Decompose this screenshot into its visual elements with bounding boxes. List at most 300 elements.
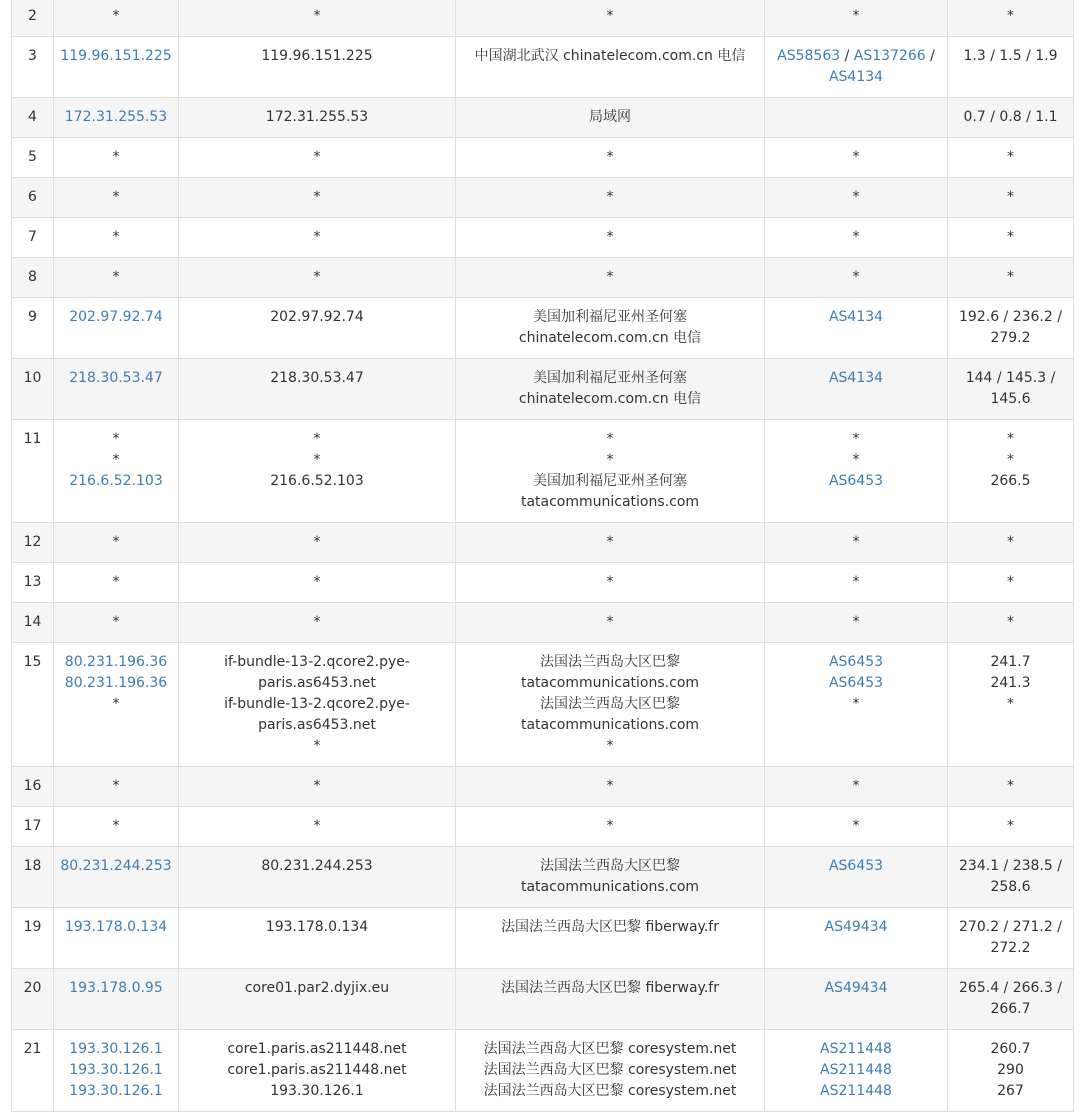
hostname-cell: [179, 138, 456, 178]
ip-address-link: *: [112, 818, 120, 834]
latency-cell: [948, 908, 1074, 969]
location-text: 美国加利福尼亚州圣何塞: [533, 370, 687, 386]
hostname-cell: [179, 37, 456, 98]
hop-number: 2: [28, 8, 37, 24]
hop-row: [12, 969, 1074, 1030]
location-text: *: [606, 534, 614, 550]
asn-line: [771, 1081, 941, 1102]
location-text: tatacommunications.com: [520, 675, 700, 691]
hop-number-cell: [12, 218, 54, 258]
asn-cell: [765, 1030, 948, 1112]
hostname-text: if-bundle-13-2.qcore2.pye-: [224, 654, 410, 670]
latency-cell: [948, 420, 1074, 523]
location-text: *: [606, 614, 614, 630]
asn-cell: [765, 218, 948, 258]
hop-number: 21: [23, 1041, 42, 1057]
location-cell: [456, 258, 765, 298]
hostname-text: *: [313, 8, 321, 24]
ip-address-link: *: [112, 149, 120, 165]
hostname-text: 172.31.255.53: [265, 109, 369, 125]
ip-address-link[interactable]: 80.231.244.253: [60, 858, 172, 874]
asn-line: [771, 612, 941, 633]
latency-cell: [948, 847, 1074, 908]
hop-row: [12, 563, 1074, 603]
latency-text: 145.6: [990, 391, 1031, 407]
hostname-text: paris.as6453.net: [258, 675, 376, 691]
asn-placeholder: *: [852, 189, 860, 205]
asn-line: [771, 1060, 941, 1081]
asn-cell: [765, 359, 948, 420]
asn-link[interactable]: AS49434: [824, 980, 888, 996]
ip-address-link[interactable]: 119.96.151.225: [60, 48, 172, 64]
ip-cell: [54, 563, 179, 603]
hop-number-cell: [12, 1030, 54, 1112]
location-text: *: [606, 189, 614, 205]
hostname-text: *: [313, 534, 321, 550]
location-text: *: [606, 431, 614, 447]
asn-link[interactable]: AS6453: [828, 675, 884, 691]
ip-address-link: *: [112, 614, 120, 630]
asn-line: [771, 816, 941, 837]
hop-row: [12, 298, 1074, 359]
hostname-text: *: [313, 818, 321, 834]
hop-number: 18: [23, 858, 42, 874]
asn-placeholder: *: [852, 534, 860, 550]
location-text: 法国法兰西岛大区巴黎 coresystem.net: [483, 1062, 737, 1078]
asn-separator: /: [925, 48, 935, 64]
latency-text: *: [1007, 696, 1014, 712]
asn-line: [771, 67, 941, 88]
asn-cell: [765, 767, 948, 807]
asn-line: [771, 6, 941, 27]
hop-row: [12, 420, 1074, 523]
hostname-text: 193.178.0.134: [265, 919, 369, 935]
latency-text: 1.3 / 1.5 / 1.9: [963, 48, 1058, 64]
asn-cell: [765, 807, 948, 847]
hop-number: 19: [23, 919, 42, 935]
hostname-cell: [179, 969, 456, 1030]
location-cell: [456, 298, 765, 359]
location-text: *: [606, 574, 614, 590]
hostname-text: core01.par2.dyjix.eu: [244, 980, 390, 996]
location-text: tatacommunications.com: [520, 717, 700, 733]
ip-address-link[interactable]: 216.6.52.103: [69, 473, 163, 489]
hop-number-cell: [12, 969, 54, 1030]
hop-number-cell: [12, 563, 54, 603]
asn-line: [771, 147, 941, 168]
hop-row: [12, 258, 1074, 298]
latency-text: 0.7 / 0.8 / 1.1: [963, 109, 1058, 125]
hostname-text: 119.96.151.225: [261, 48, 373, 64]
latency-text: *: [1007, 818, 1014, 834]
hostname-text: 216.6.52.103: [270, 473, 364, 489]
hop-number: 7: [28, 229, 37, 245]
asn-cell: [765, 603, 948, 643]
hostname-cell: [179, 767, 456, 807]
location-text: *: [606, 269, 614, 285]
location-cell: [456, 218, 765, 258]
location-cell: [456, 563, 765, 603]
latency-cell: [948, 969, 1074, 1030]
location-text: 美国加利福尼亚州圣何塞: [533, 309, 687, 325]
asn-line: [771, 46, 941, 67]
hostname-cell: [179, 563, 456, 603]
ip-address-link[interactable]: 172.31.255.53: [64, 109, 168, 125]
latency-text: 241.3: [990, 675, 1031, 691]
ip-cell: [54, 908, 179, 969]
ip-address-link[interactable]: 193.30.126.1: [69, 1041, 163, 1057]
asn-link[interactable]: AS4134: [828, 370, 884, 386]
location-text: *: [606, 778, 614, 794]
latency-text: 279.2: [990, 330, 1031, 346]
location-text: 美国加利福尼亚州圣何塞: [533, 473, 687, 489]
ip-address-link[interactable]: 80.231.196.36: [64, 654, 168, 670]
hop-number-cell: [12, 807, 54, 847]
hop-number-cell: [12, 138, 54, 178]
asn-link[interactable]: AS4134: [828, 309, 884, 325]
latency-text: *: [1007, 778, 1014, 794]
asn-line: [771, 368, 941, 389]
hop-row: [12, 847, 1074, 908]
asn-line: [771, 917, 941, 938]
hop-number-cell: [12, 523, 54, 563]
ip-address-link[interactable]: 80.231.196.36: [64, 675, 168, 691]
hostname-text: *: [313, 269, 321, 285]
hop-number: 9: [28, 309, 37, 325]
asn-link[interactable]: AS6453: [828, 858, 884, 874]
hop-number-cell: [12, 908, 54, 969]
location-cell: [456, 767, 765, 807]
latency-cell: [948, 603, 1074, 643]
asn-line: [771, 652, 941, 673]
location-text: 法国法兰西岛大区巴黎 fiberway.fr: [501, 980, 719, 996]
hop-number: 6: [28, 189, 37, 205]
ip-address-link[interactable]: 193.30.126.1: [69, 1083, 163, 1099]
hop-number: 13: [23, 574, 42, 590]
hostname-cell: [179, 908, 456, 969]
asn-placeholder: *: [852, 8, 860, 24]
latency-text: *: [1007, 229, 1014, 245]
location-cell: [456, 0, 765, 37]
hostname-cell: [179, 298, 456, 359]
ip-address-link: *: [112, 574, 120, 590]
asn-cell: [765, 643, 948, 767]
location-text: 法国法兰西岛大区巴黎: [540, 654, 680, 670]
hostname-text: paris.as6453.net: [258, 717, 376, 733]
asn-placeholder: *: [852, 818, 860, 834]
ip-cell: [54, 420, 179, 523]
asn-link[interactable]: AS211448: [820, 1083, 892, 1099]
hostname-text: *: [313, 452, 321, 468]
location-cell: [456, 98, 765, 138]
hop-number: 15: [23, 654, 42, 670]
asn-link[interactable]: AS211448: [820, 1041, 892, 1057]
latency-cell: [948, 298, 1074, 359]
hop-number-cell: [12, 298, 54, 359]
location-cell: [456, 1030, 765, 1112]
latency-text: 258.6: [990, 879, 1031, 895]
location-cell: [456, 969, 765, 1030]
latency-cell: [948, 563, 1074, 603]
latency-cell: [948, 178, 1074, 218]
latency-cell: [948, 523, 1074, 563]
location-text: 法国法兰西岛大区巴黎 coresystem.net: [483, 1041, 737, 1057]
asn-link[interactable]: AS6453: [828, 654, 884, 670]
asn-link[interactable]: AS4134: [828, 69, 884, 85]
ip-cell: [54, 523, 179, 563]
latency-text: 241.7: [990, 654, 1031, 670]
hostname-text: *: [313, 614, 321, 630]
asn-placeholder: *: [852, 614, 860, 630]
ip-address-link[interactable]: 193.178.0.95: [69, 980, 163, 996]
latency-text: *: [1007, 431, 1014, 447]
latency-text: *: [1007, 149, 1014, 165]
asn-line: [771, 978, 941, 999]
hop-row: [12, 218, 1074, 258]
latency-text: 267: [997, 1083, 1024, 1099]
asn-placeholder: *: [852, 778, 860, 794]
asn-placeholder: *: [852, 452, 860, 468]
asn-cell: [765, 969, 948, 1030]
hostname-cell: [179, 218, 456, 258]
latency-text: 290: [997, 1062, 1024, 1078]
location-text: 法国法兰西岛大区巴黎 fiberway.fr: [501, 919, 719, 935]
location-text: 中国湖北武汉 chinatelecom.com.cn 电信: [474, 48, 746, 64]
hop-number-cell: [12, 359, 54, 420]
hostname-cell: [179, 643, 456, 767]
asn-line: [771, 450, 941, 471]
location-cell: [456, 420, 765, 523]
latency-cell: [948, 767, 1074, 807]
asn-cell: [765, 178, 948, 218]
latency-text: *: [1007, 189, 1014, 205]
hop-number: 20: [23, 980, 42, 996]
hop-row: [12, 767, 1074, 807]
hop-number-cell: [12, 98, 54, 138]
location-cell: [456, 37, 765, 98]
location-text: chinatelecom.com.cn 电信: [518, 391, 702, 407]
latency-cell: [948, 1030, 1074, 1112]
hop-row: [12, 37, 1074, 98]
location-cell: [456, 807, 765, 847]
hostname-cell: [179, 523, 456, 563]
location-text: 法国法兰西岛大区巴黎: [540, 696, 680, 712]
location-text: 法国法兰西岛大区巴黎: [540, 858, 680, 874]
hop-number-cell: [12, 37, 54, 98]
latency-cell: [948, 138, 1074, 178]
hop-row: [12, 138, 1074, 178]
asn-line: [771, 673, 941, 694]
asn-line: [771, 307, 941, 328]
latency-cell: [948, 807, 1074, 847]
location-text: tatacommunications.com: [520, 879, 700, 895]
ip-cell: [54, 258, 179, 298]
hostname-text: *: [313, 778, 321, 794]
ip-cell: [54, 847, 179, 908]
asn-link[interactable]: AS6453: [828, 473, 884, 489]
location-text: *: [606, 738, 614, 754]
hop-number: 11: [23, 431, 42, 447]
ip-address-link: *: [112, 189, 120, 205]
asn-line: [771, 532, 941, 553]
ip-address-link: *: [112, 696, 120, 712]
location-cell: [456, 643, 765, 767]
ip-cell: [54, 359, 179, 420]
hop-row: [12, 603, 1074, 643]
hostname-text: *: [313, 738, 321, 754]
location-cell: [456, 908, 765, 969]
asn-cell: [765, 258, 948, 298]
ip-address-link[interactable]: 202.97.92.74: [69, 309, 163, 325]
hop-row: [12, 807, 1074, 847]
hop-number: 14: [23, 614, 42, 630]
latency-text: 270.2 / 271.2 /: [959, 919, 1062, 935]
asn-placeholder: *: [852, 269, 860, 285]
location-cell: [456, 138, 765, 178]
latency-cell: [948, 258, 1074, 298]
hop-number-cell: [12, 420, 54, 523]
ip-address-link: *: [112, 452, 120, 468]
traceroute-table-body: [12, 0, 1074, 1112]
asn-cell: [765, 138, 948, 178]
hostname-cell: [179, 0, 456, 37]
location-cell: [456, 178, 765, 218]
hop-number: 8: [28, 269, 37, 285]
ip-cell: [54, 643, 179, 767]
hostname-text: *: [313, 574, 321, 590]
hostname-text: 193.30.126.1: [270, 1083, 364, 1099]
latency-text: 192.6 / 236.2 /: [959, 309, 1062, 325]
asn-line: [771, 572, 941, 593]
asn-cell: [765, 37, 948, 98]
latency-text: 144 / 145.3 /: [965, 370, 1056, 386]
ip-address-link[interactable]: 218.30.53.47: [69, 370, 163, 386]
ip-address-link: *: [112, 269, 120, 285]
hostname-cell: [179, 98, 456, 138]
hostname-text: *: [313, 229, 321, 245]
hop-number-cell: [12, 178, 54, 218]
asn-line: [771, 429, 941, 450]
asn-line: [771, 1039, 941, 1060]
latency-cell: [948, 37, 1074, 98]
location-text: *: [606, 818, 614, 834]
hostname-cell: [179, 359, 456, 420]
latency-cell: [948, 643, 1074, 767]
asn-line: [771, 694, 941, 715]
hop-number: 10: [23, 370, 42, 386]
ip-cell: [54, 603, 179, 643]
hop-number-cell: [12, 643, 54, 767]
asn-cell: [765, 908, 948, 969]
hop-row: [12, 98, 1074, 138]
asn-cell: [765, 420, 948, 523]
asn-placeholder: *: [852, 229, 860, 245]
hop-number: 4: [28, 109, 37, 125]
ip-cell: [54, 0, 179, 37]
latency-text: *: [1007, 534, 1014, 550]
asn-line: [771, 187, 941, 208]
asn-placeholder: *: [852, 574, 860, 590]
asn-link[interactable]: AS49434: [824, 919, 888, 935]
ip-address-link: *: [112, 534, 120, 550]
location-cell: [456, 359, 765, 420]
ip-cell: [54, 1030, 179, 1112]
ip-cell: [54, 767, 179, 807]
hostname-cell: [179, 420, 456, 523]
location-cell: [456, 523, 765, 563]
latency-text: 266.7: [990, 1001, 1031, 1017]
hostname-text: *: [313, 189, 321, 205]
latency-cell: [948, 359, 1074, 420]
asn-cell: [765, 0, 948, 37]
latency-cell: [948, 0, 1074, 37]
latency-text: 234.1 / 238.5 /: [959, 858, 1062, 874]
ip-address-link: *: [112, 8, 120, 24]
ip-cell: [54, 37, 179, 98]
asn-placeholder: *: [852, 696, 860, 712]
ip-cell: [54, 138, 179, 178]
asn-link[interactable]: AS211448: [820, 1062, 892, 1078]
ip-cell: [54, 807, 179, 847]
hop-number-cell: [12, 847, 54, 908]
hop-number: 3: [28, 48, 37, 64]
asn-link[interactable]: AS137266: [853, 48, 926, 64]
latency-cell: [948, 98, 1074, 138]
latency-text: 266.5: [990, 473, 1031, 489]
hostname-text: core1.paris.as211448.net: [227, 1062, 407, 1078]
asn-cell: [765, 298, 948, 359]
latency-cell: [948, 218, 1074, 258]
hostname-cell: [179, 603, 456, 643]
asn-line: [771, 267, 941, 288]
ip-address-link[interactable]: 193.30.126.1: [69, 1062, 163, 1078]
asn-line: [771, 227, 941, 248]
location-cell: [456, 603, 765, 643]
latency-text: *: [1007, 269, 1014, 285]
hostname-cell: [179, 807, 456, 847]
hostname-text: 218.30.53.47: [270, 370, 364, 386]
ip-address-link[interactable]: 193.178.0.134: [64, 919, 168, 935]
hop-number-cell: [12, 767, 54, 807]
location-text: tatacommunications.com: [520, 494, 700, 510]
traceroute-table: [11, 0, 1074, 1112]
hop-number: 16: [23, 778, 42, 794]
hostname-cell: [179, 258, 456, 298]
asn-placeholder: *: [852, 149, 860, 165]
asn-line: [771, 471, 941, 492]
latency-text: 260.7: [990, 1041, 1031, 1057]
location-text: *: [606, 149, 614, 165]
location-text: *: [606, 229, 614, 245]
latency-text: 265.4 / 266.3 /: [959, 980, 1062, 996]
asn-link[interactable]: AS58563: [777, 48, 841, 64]
asn-cell: [765, 847, 948, 908]
location-text: *: [606, 8, 614, 24]
ip-address-link: *: [112, 431, 120, 447]
hostname-text: 80.231.244.253: [261, 858, 373, 874]
asn-cell: [765, 523, 948, 563]
ip-cell: [54, 218, 179, 258]
hop-row: [12, 643, 1074, 767]
ip-address-link: *: [112, 778, 120, 794]
hostname-text: 202.97.92.74: [270, 309, 364, 325]
hop-row: [12, 178, 1074, 218]
latency-text: *: [1007, 8, 1014, 24]
asn-cell: [765, 563, 948, 603]
latency-text: *: [1007, 574, 1014, 590]
hostname-text: if-bundle-13-2.qcore2.pye-: [224, 696, 410, 712]
hop-number-cell: [12, 258, 54, 298]
